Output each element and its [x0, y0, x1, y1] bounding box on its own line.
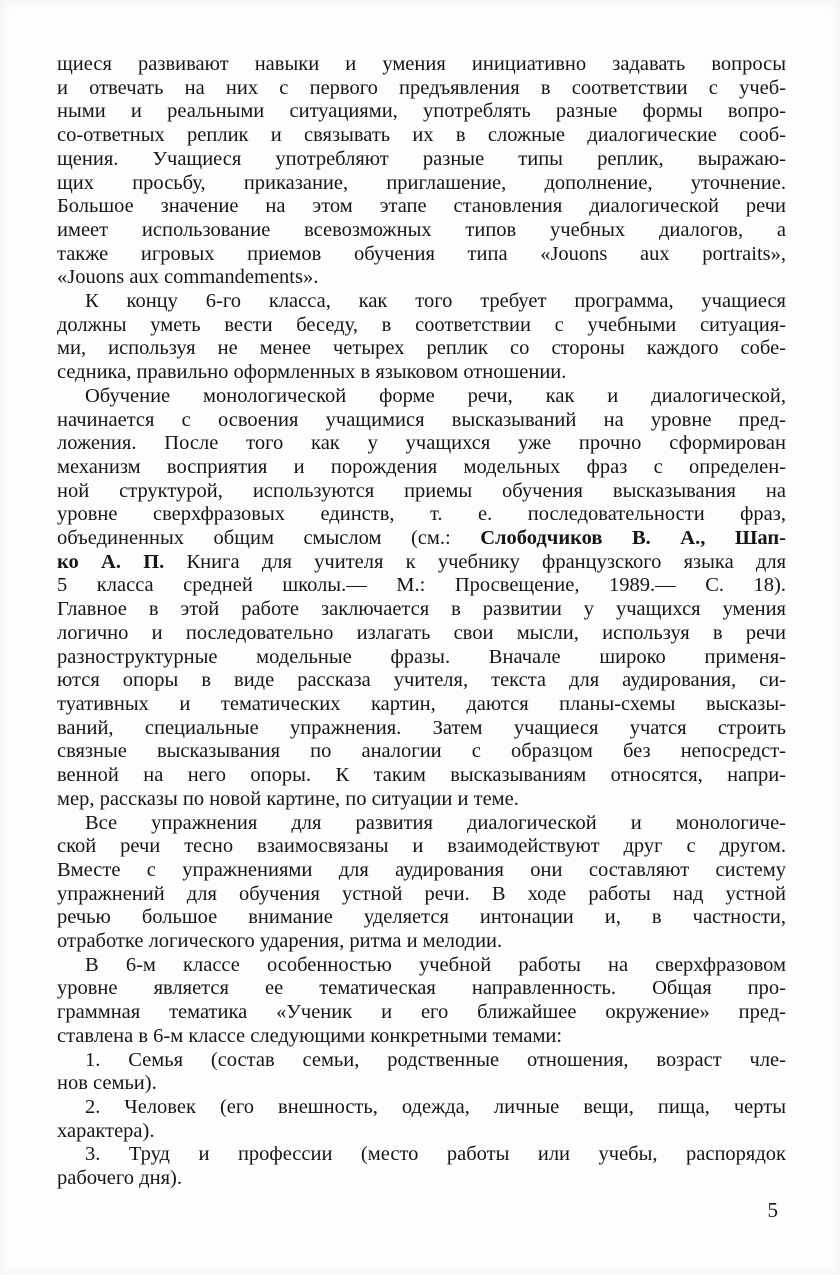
text-segment: со-ответных реплик и связывать их в сложные диалогические сооб- [57, 124, 786, 147]
text-line [57, 859, 786, 883]
text-line [57, 1001, 786, 1025]
text-segment: нов семьи). [57, 1072, 157, 1095]
bold-text-segment: ко А. П. [57, 550, 165, 573]
text-segment: венной на него опоры. К таким высказываниям относятся, напри- [57, 764, 786, 787]
text-line [57, 1120, 786, 1144]
text-segment: ными и реальными ситуациями, употреблять разные формы вопро- [57, 100, 786, 123]
text-segment: В 6-м классе особенностью учебной работы на сверхфразовом [85, 953, 786, 976]
text-segment: должны уметь вести беседу, в соответствии с учебными ситуация- [57, 313, 786, 336]
text-segment: начинается с освоения учащимися высказываний на уровне пред- [57, 408, 786, 431]
text-line [57, 574, 786, 598]
paragraph [57, 385, 786, 812]
text-segment: механизм восприятия и порождения модельных фраз с определен- [57, 455, 786, 478]
text-line [57, 717, 786, 741]
text-line [57, 53, 786, 77]
text-line [57, 1072, 786, 1096]
text-segment: ложения. После того как у учащихся уже прочно сформирован [57, 432, 786, 455]
text-segment: речью большое внимание уделяется интонации и, в частности, [57, 906, 786, 929]
text-segment: также игровых приемов обучения типа «Jouons aux portraits», [57, 242, 786, 265]
text-segment: связные высказывания по аналогии с образцом без непосредст- [57, 740, 786, 763]
text-segment: ются опоры в виде рассказа учителя, текста для аудирования, си- [57, 669, 786, 692]
text-segment: «Jouons aux commandements». [57, 266, 319, 289]
paragraph [57, 812, 786, 954]
text-line [57, 1096, 786, 1120]
text-line [57, 385, 786, 409]
text-line [57, 195, 786, 219]
text-line [57, 930, 786, 954]
text-line [57, 432, 786, 456]
text-segment: седника, правильно оформленных в языковом отношении. [57, 361, 567, 384]
text-line [57, 551, 786, 575]
text-line [57, 314, 786, 338]
text-line [57, 788, 786, 812]
text-line [57, 646, 786, 670]
text-line [57, 219, 786, 243]
text-segment: разноструктурные модельные фразы. Вначале широко применя- [57, 645, 786, 668]
paragraph [57, 1096, 786, 1143]
paragraph [57, 1143, 786, 1190]
paragraph [57, 954, 786, 1049]
text-line [57, 243, 786, 267]
text-segment: упражнений для обучения устной речи. В ходе работы над устной [57, 882, 786, 905]
text-line [57, 456, 786, 480]
text-line [57, 693, 786, 717]
text-segment: щения. Учащиеся употребляют разные типы реплик, выражаю- [57, 147, 786, 170]
text-line [57, 409, 786, 433]
text-segment: Главное в этой работе заключается в развитии у учащихся умения [57, 598, 786, 621]
text-segment: 1. Семья (состав семьи, родственные отношения, возраст чле- [85, 1048, 786, 1071]
text-line [57, 977, 786, 1001]
text-line [57, 266, 786, 290]
text-segment: отработке логического ударения, ритма и мелодии. [57, 930, 503, 953]
text-segment: туативных и тематических картин, даются планы-схемы высказы- [57, 692, 786, 715]
text-line [57, 480, 786, 504]
text-line [57, 361, 786, 385]
text-line [57, 1167, 786, 1191]
text-line [57, 503, 786, 527]
text-line [57, 1049, 786, 1073]
text-segment: мер, рассказы по новой картине, по ситуации и теме. [57, 787, 519, 810]
text-line [57, 812, 786, 836]
text-segment: объединенных общим смыслом (см.: [57, 527, 481, 550]
text-line [57, 622, 786, 646]
text-segment: Большое значение на этом этапе становления диалогической речи [57, 195, 786, 218]
text-line [57, 883, 786, 907]
text-segment: имеет использование всевозможных типов учебных диалогов, а [57, 218, 786, 241]
text-line [57, 337, 786, 361]
text-segment: 2. Человек (его внешность, одежда, личные вещи, пища, черты [85, 1095, 786, 1118]
text-segment: 3. Труд и профессии (место работы или учебы, распорядок [85, 1143, 786, 1166]
text-segment: уровне сверхфразовых единств, т. е. последовательности фраз, [57, 503, 786, 526]
text-line [57, 835, 786, 859]
text-line [57, 906, 786, 930]
text-segment: ской речи тесно взаимосвязаны и взаимодействуют друг с другом. [57, 835, 786, 858]
text-line [57, 740, 786, 764]
text-segment: логично и последовательно излагать свои мысли, используя в речи [57, 621, 786, 644]
page-text [57, 53, 786, 1191]
text-line [57, 764, 786, 788]
text-line [57, 954, 786, 978]
text-segment: Обучение монологической форме речи, как и диалогической, [85, 384, 786, 407]
text-line [57, 290, 786, 314]
text-line [57, 1025, 786, 1049]
text-segment: уровне является ее тематическая направленность. Общая про- [57, 977, 786, 1000]
text-line [57, 124, 786, 148]
page-number: 5 [767, 1198, 778, 1222]
text-segment: и отвечать на них с первого предъявления в соответствии с учеб- [57, 76, 786, 99]
text-segment: ми, используя не менее четырех реплик со стороны каждого собе- [57, 337, 786, 360]
text-segment: рабочего дня). [57, 1167, 182, 1190]
text-line [57, 100, 786, 124]
text-segment: щих просьбу, приказание, приглашение, дополнение, уточнение. [57, 171, 786, 194]
text-line [57, 1143, 786, 1167]
paragraph [57, 53, 786, 290]
text-line [57, 148, 786, 172]
text-segment: ставлена в 6-м классе следующими конкретными темами: [57, 1024, 563, 1047]
paragraph [57, 290, 786, 385]
text-line [57, 172, 786, 196]
text-segment: граммная тематика «Ученик и его ближайшее окружение» пред- [57, 1001, 786, 1024]
text-segment: Все упражнения для развития диалогической и монологиче- [85, 811, 786, 834]
text-segment: К концу 6-го класса, как того требует программа, учащиеся [85, 290, 786, 313]
text-line [57, 669, 786, 693]
text-line [57, 77, 786, 101]
text-segment: ваний, специальные упражнения. Затем учащиеся учатся строить [57, 716, 786, 739]
text-line [57, 527, 786, 551]
paragraph [57, 1049, 786, 1096]
text-segment: Вместе с упражнениями для аудирования они составляют систему [57, 858, 786, 881]
text-segment: 5 класса средней школы.— М.: Просвещение, 1989.— С. 18). [57, 574, 786, 597]
text-segment: щиеся развивают навыки и умения инициативно задавать вопросы [57, 53, 786, 75]
text-segment: характера). [57, 1119, 155, 1142]
bold-text-segment: Слободчиков В. А., Шап- [480, 527, 786, 550]
text-segment: ной структурой, используются приемы обучения высказывания на [57, 479, 786, 502]
text-segment: Книга для учителя к учебнику французского языка для [164, 550, 786, 573]
text-line [57, 598, 786, 622]
